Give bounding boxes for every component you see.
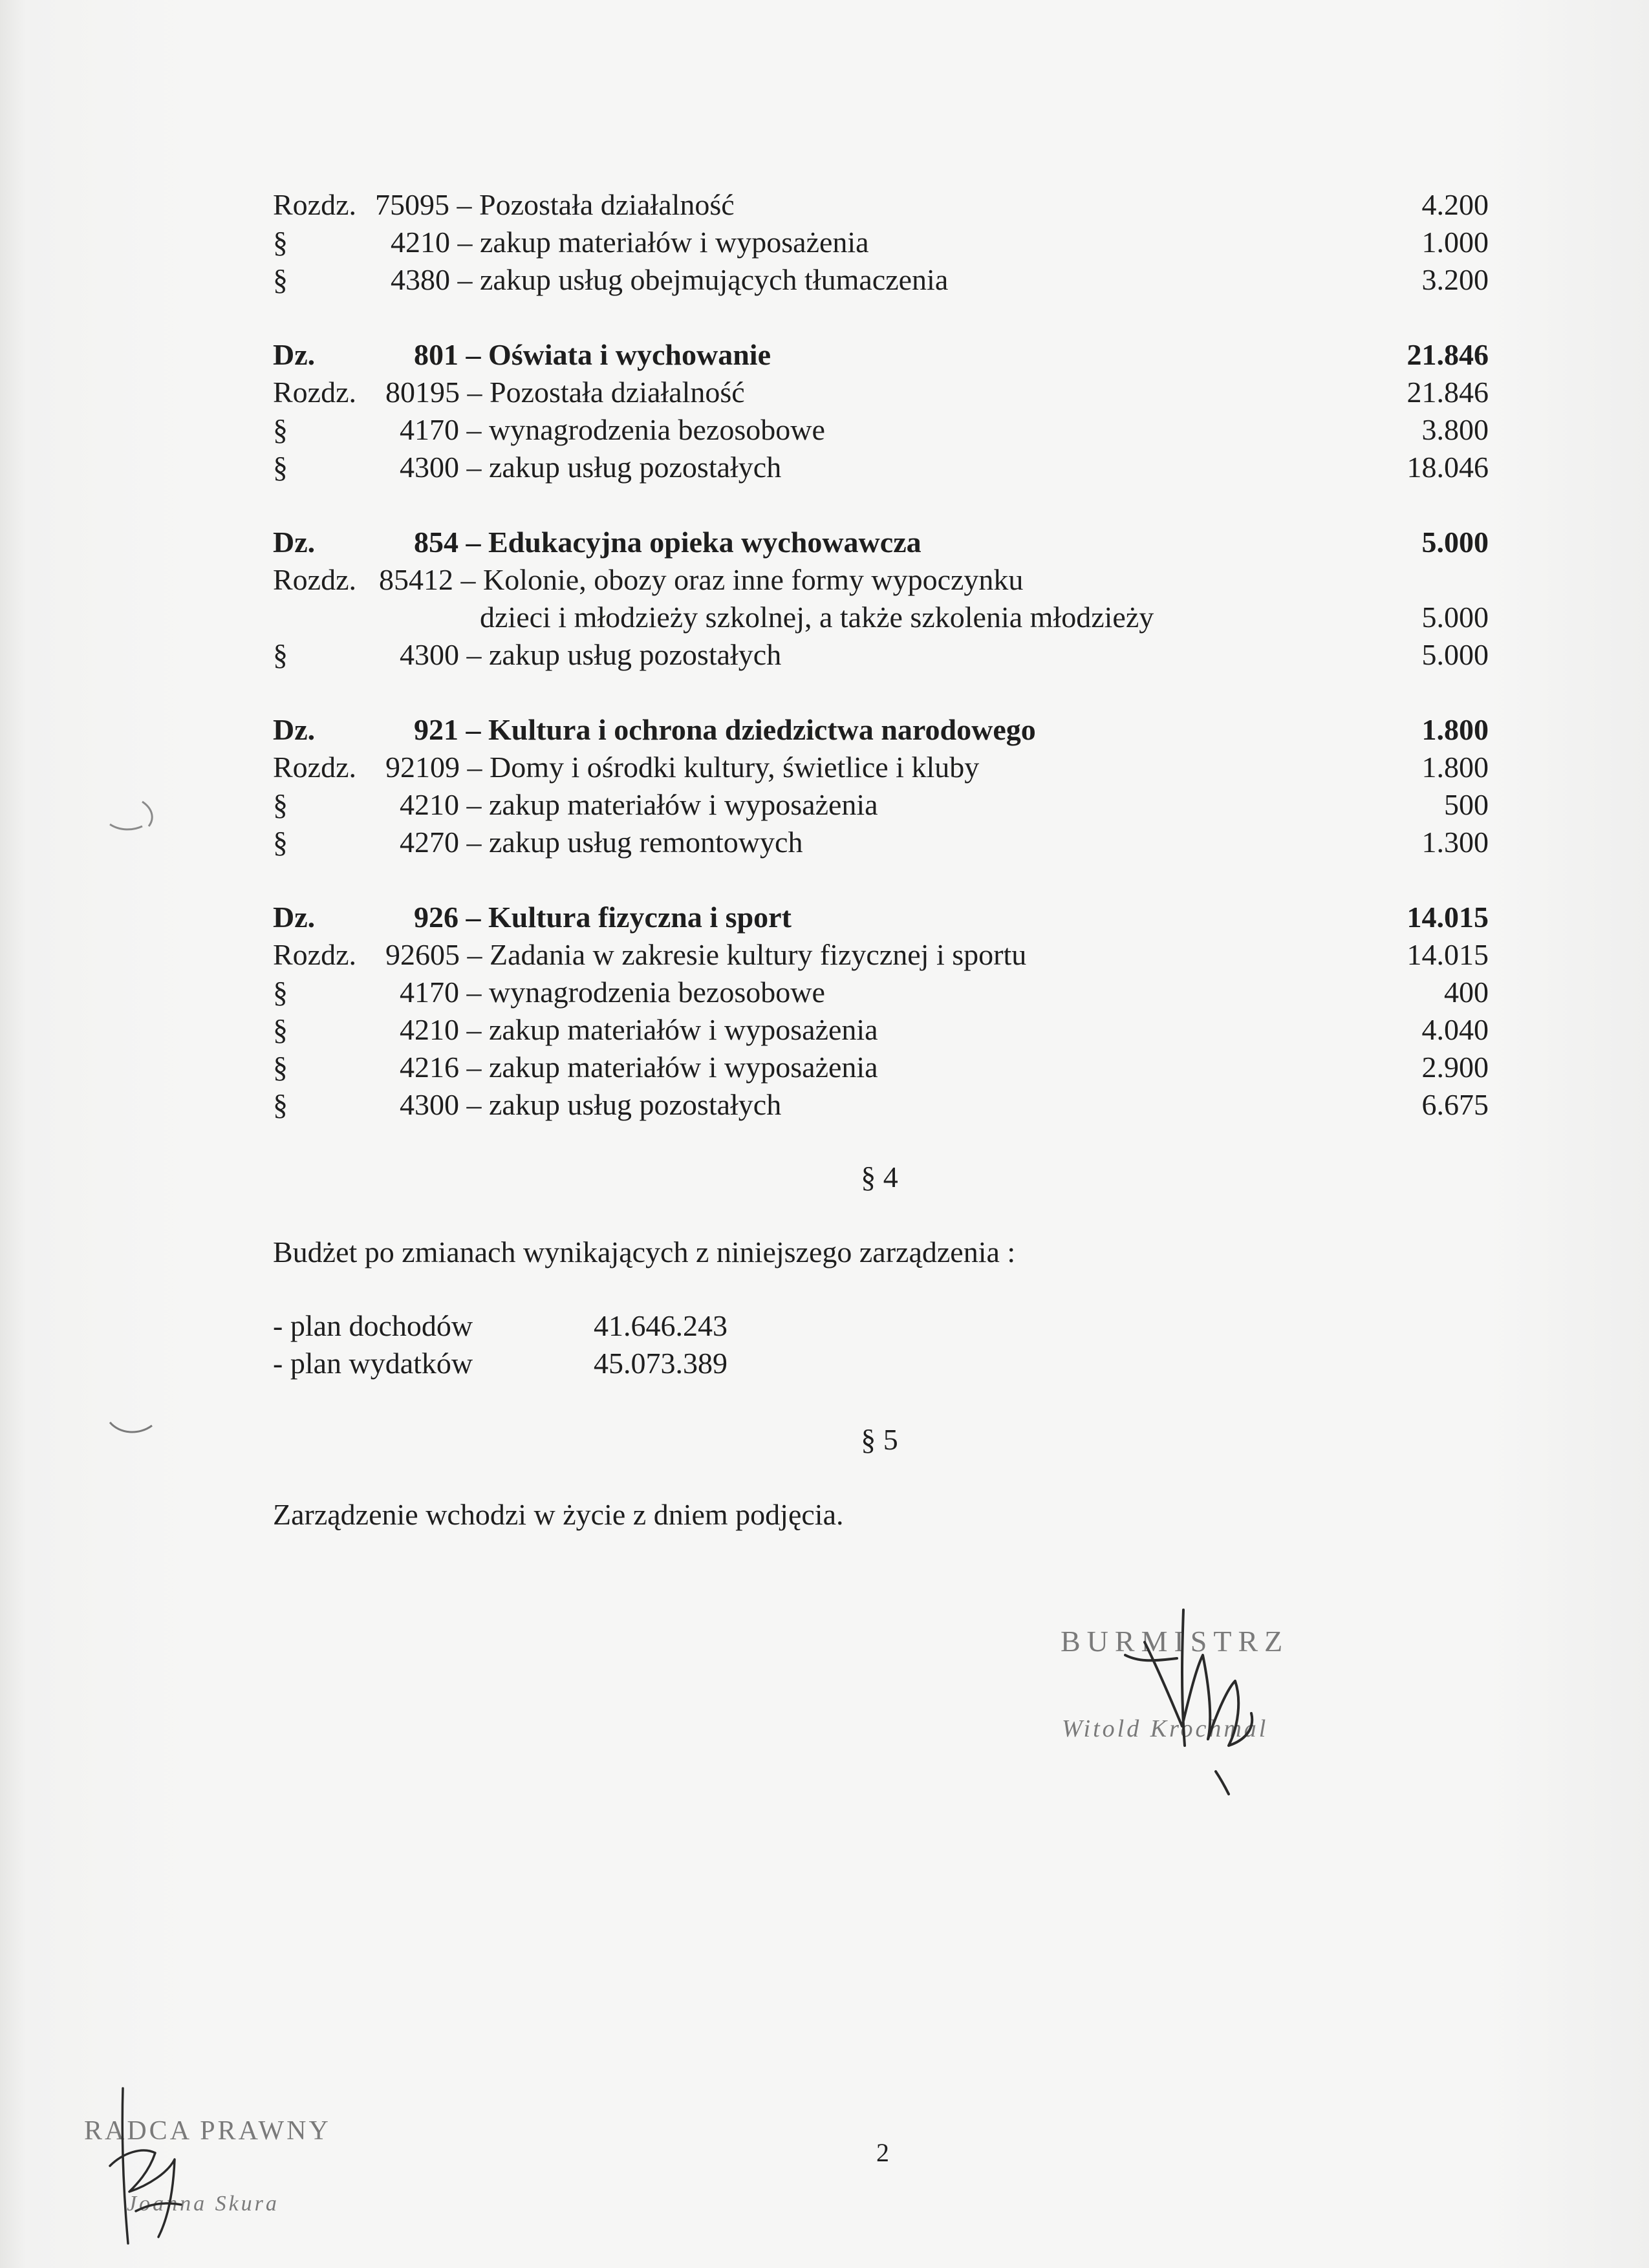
plan-dochodow-label: - plan dochodów bbox=[273, 1309, 473, 1342]
budget-row bbox=[273, 636, 1489, 674]
section4-intro: Budżet po zmianach wynikających z niniejszego zarządzenia : bbox=[273, 1236, 1016, 1268]
row-label: § bbox=[273, 1013, 288, 1046]
stamp-burmistrz-title: BURMISTRZ bbox=[1061, 1625, 1289, 1658]
row-amount: 18.046 bbox=[1406, 451, 1489, 484]
row-description: 4210 – zakup materiałów i wyposażenia bbox=[391, 226, 869, 259]
page-number: 2 bbox=[876, 2138, 889, 2167]
row-amount: 3.800 bbox=[1421, 413, 1489, 446]
row-amount: 5.000 bbox=[1421, 526, 1489, 559]
section5-text: Zarządzenie wchodzi w życie z dniem podjęcia. bbox=[273, 1498, 844, 1531]
row-label: Rozdz. bbox=[273, 751, 357, 784]
row-description: 92109 – Domy i ośrodki kultury, świetlice i kluby bbox=[385, 751, 980, 784]
budget-row bbox=[273, 749, 1489, 786]
row-description: 80195 – Pozostała działalność bbox=[385, 376, 745, 409]
budget-row bbox=[273, 1049, 1489, 1086]
row-description: 75095 – Pozostała działalność bbox=[375, 188, 735, 221]
row-description: 801 – Oświata i wychowanie bbox=[414, 338, 771, 371]
radca-signature bbox=[97, 2082, 226, 2256]
stamp-radca-name: Joanna Skura bbox=[127, 2192, 279, 2216]
punch-hole-mark bbox=[97, 776, 168, 847]
row-description: 921 – Kultura i ochrona dziedzictwa narodowego bbox=[414, 713, 1036, 746]
budget-row bbox=[273, 411, 1489, 449]
stamp-burmistrz-name: Witold Krochmal bbox=[1062, 1715, 1269, 1742]
row-label: Rozdz. bbox=[273, 376, 357, 409]
row-label: § bbox=[273, 451, 288, 484]
row-label: § bbox=[273, 263, 288, 296]
row-label: Dz. bbox=[273, 713, 316, 746]
budget-row bbox=[273, 374, 1489, 411]
row-description: dzieci i młodzieży szkolnej, a także szkolenia młodzieży bbox=[480, 601, 1154, 634]
row-label: Dz. bbox=[273, 338, 316, 371]
row-label: § bbox=[273, 826, 288, 859]
row-label: § bbox=[273, 788, 288, 821]
budget-row bbox=[273, 186, 1489, 224]
row-amount: 5.000 bbox=[1421, 601, 1489, 634]
row-amount: 4.200 bbox=[1421, 188, 1489, 221]
row-description: 92605 – Zadania w zakresie kultury fizycznej i sportu bbox=[385, 938, 1027, 971]
row-description: 4210 – zakup materiałów i wyposażenia bbox=[400, 788, 878, 821]
budget-row bbox=[273, 1086, 1489, 1124]
budget-row bbox=[273, 599, 1489, 636]
row-amount: 3.200 bbox=[1421, 263, 1489, 296]
plan-wydatkow-row bbox=[273, 1345, 855, 1382]
burmistrz-signature bbox=[1099, 1597, 1306, 1797]
row-amount: 400 bbox=[1444, 976, 1489, 1009]
row-description: 4270 – zakup usług remontowych bbox=[400, 826, 803, 859]
plan-dochodow-value: 41.646.243 bbox=[594, 1309, 727, 1342]
row-label: Rozdz. bbox=[273, 938, 357, 971]
row-amount: 1.300 bbox=[1421, 826, 1489, 859]
row-amount: 1.800 bbox=[1421, 713, 1489, 746]
budget-row bbox=[273, 974, 1489, 1011]
row-description: 854 – Edukacyjna opieka wychowawcza bbox=[414, 526, 921, 559]
plan-dochodow-row bbox=[273, 1307, 855, 1345]
budget-section-row bbox=[273, 336, 1489, 374]
row-description: 85412 – Kolonie, obozy oraz inne formy wypoczynku bbox=[379, 563, 1024, 596]
row-amount: 14.015 bbox=[1406, 901, 1489, 934]
section4-heading: § 4 bbox=[861, 1161, 898, 1193]
budget-section-row bbox=[273, 711, 1489, 749]
budget-row bbox=[273, 261, 1489, 299]
row-description: 4380 – zakup usług obejmujących tłumaczenia bbox=[391, 263, 949, 296]
row-label: § bbox=[273, 976, 288, 1009]
row-amount: 2.900 bbox=[1421, 1051, 1489, 1084]
row-amount: 1.800 bbox=[1421, 751, 1489, 784]
budget-section-row bbox=[273, 899, 1489, 936]
row-amount: 14.015 bbox=[1406, 938, 1489, 971]
row-description: 4170 – wynagrodzenia bezosobowe bbox=[400, 976, 825, 1009]
stamp-radca-title: RADCA PRAWNY bbox=[84, 2116, 331, 2146]
plan-wydatkow-label: - plan wydatków bbox=[273, 1347, 473, 1380]
row-label: Dz. bbox=[273, 901, 316, 934]
row-label: § bbox=[273, 413, 288, 446]
budget-row bbox=[273, 561, 1489, 599]
row-label: Rozdz. bbox=[273, 188, 357, 221]
row-label: Rozdz. bbox=[273, 563, 357, 596]
budget-row bbox=[273, 936, 1489, 974]
row-label: § bbox=[273, 1088, 288, 1121]
row-description: 926 – Kultura fizyczna i sport bbox=[414, 901, 792, 934]
row-description: 4300 – zakup usług pozostałych bbox=[400, 451, 782, 484]
row-label: § bbox=[273, 1051, 288, 1084]
row-label: § bbox=[273, 226, 288, 259]
section5-heading: § 5 bbox=[861, 1423, 898, 1456]
budget-row bbox=[273, 449, 1489, 486]
row-amount: 21.846 bbox=[1406, 376, 1489, 409]
row-description: 4300 – zakup usług pozostałych bbox=[400, 1088, 782, 1121]
row-description: 4170 – wynagrodzenia bezosobowe bbox=[400, 413, 825, 446]
row-amount: 1.000 bbox=[1421, 226, 1489, 259]
budget-row bbox=[273, 786, 1489, 824]
budget-row bbox=[273, 1011, 1489, 1049]
row-amount: 5.000 bbox=[1421, 638, 1489, 671]
plan-wydatkow-value: 45.073.389 bbox=[594, 1347, 727, 1380]
row-description: 4216 – zakup materiałów i wyposażenia bbox=[400, 1051, 878, 1084]
budget-section-row bbox=[273, 524, 1489, 561]
row-amount: 500 bbox=[1444, 788, 1489, 821]
row-amount: 4.040 bbox=[1421, 1013, 1489, 1046]
punch-hole-mark bbox=[103, 1396, 168, 1448]
row-amount: 6.675 bbox=[1421, 1088, 1489, 1121]
row-description: 4210 – zakup materiałów i wyposażenia bbox=[400, 1013, 878, 1046]
budget-row bbox=[273, 824, 1489, 861]
row-description: 4300 – zakup usług pozostałych bbox=[400, 638, 782, 671]
row-label: Dz. bbox=[273, 526, 316, 559]
row-amount: 21.846 bbox=[1406, 338, 1489, 371]
budget-row bbox=[273, 224, 1489, 261]
row-label: § bbox=[273, 638, 288, 671]
